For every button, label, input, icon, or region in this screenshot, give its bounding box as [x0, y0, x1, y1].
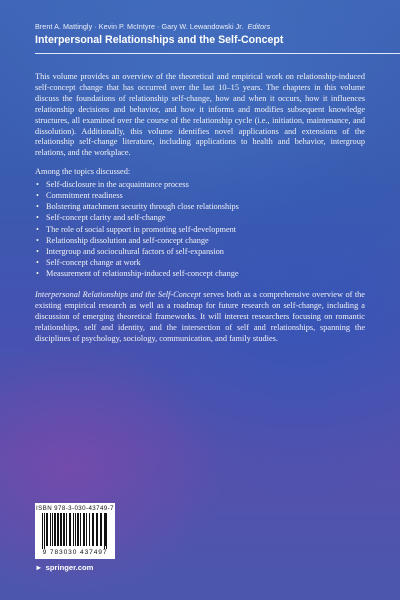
topic-item: • The role of social support in promoting self-development: [36, 224, 237, 234]
publisher-url: springer.com: [45, 563, 94, 572]
barcode-guard-bar: [104, 513, 105, 549]
editors-line: [35, 22, 380, 31]
topic-item: • Bolstering attachment security through close relationships: [36, 202, 239, 212]
barcode-bar: [100, 513, 102, 546]
bullet-icon: •: [36, 224, 39, 234]
barcode-bar: [86, 513, 87, 546]
barcode-bar: [46, 513, 48, 546]
barcode-bar: [50, 513, 51, 546]
topic-item: • Intergroup and sociocultural factors of self-expansion: [36, 246, 224, 256]
barcode-bar: [89, 513, 90, 546]
barcode-digits: 9 783030 437497: [42, 549, 108, 556]
bullet-icon: •: [36, 268, 39, 278]
topics-list: [35, 179, 365, 279]
topic-item: • Measurement of relationship-induced self-concept change: [36, 268, 239, 278]
barcode-bar: [54, 513, 56, 546]
topics-heading: Among the topics discussed:: [35, 167, 131, 177]
barcode-bar: [75, 513, 76, 546]
closing-paragraph: [35, 290, 365, 345]
barcode-bar: [80, 513, 81, 546]
barcode-bar: [77, 513, 79, 546]
barcode-bar: [60, 513, 62, 546]
bullet-icon: •: [36, 213, 39, 223]
closing-book-title: Interpersonal Relationships and the Self-Concept: [35, 290, 201, 299]
barcode-bar: [92, 513, 94, 546]
editors-role: Editors: [247, 22, 271, 31]
barcode-bar: [73, 513, 74, 546]
barcode-bar: [96, 513, 98, 546]
barcode-bar: [63, 513, 65, 546]
back-cover-header: [35, 22, 380, 46]
publisher-link[interactable]: [35, 563, 93, 572]
barcode-guard-bar: [44, 513, 45, 549]
bullet-icon: •: [36, 180, 39, 190]
barcode-bar: [57, 513, 59, 546]
closing-text: serves both as a comprehensive overview of the existing empirical research as well as a roadmap for future research on self-change, including a discussion of emerging theoretical frameworks. It will interest researchers focusing on romantic relationships, self and identity, and the intersection of self and relationships, spanning the disciplines of psychology, sociology, communication, and family studies.: [35, 290, 365, 343]
intro-paragraph: This volume provides an overview of the theoretical and empirical work on relationship-induced self-concept change that has occurred over the last 10–15 years. The chapters in this volume discuss the foundations of relationship self-change, how and when it occurs, how it influences relationship decisions and behavior, and how it informs and modifies subsequent knowledge structures, all examined over the course of the relationship cycle (i.e., initiation, maintenance, and dissolution). Additionally, this volume identifies novel applications and extensions of the relationship self-change literature, including applications to health and behavior, intergroup relations, and the workplace.: [35, 72, 365, 158]
bullet-icon: •: [36, 246, 39, 256]
barcode-bar: [69, 513, 71, 546]
bullet-icon: •: [36, 191, 39, 201]
topic-item: • Commitment readiness: [36, 191, 123, 201]
topic-item: • Relationship dissolution and self-concept change: [36, 235, 209, 245]
topic-item: • Self-disclosure in the acquaintance process: [36, 180, 189, 190]
topic-item: • Self-concept change at work: [36, 257, 141, 267]
barcode-bar: [83, 513, 85, 546]
book-title: Interpersonal Relationships and the Self-Concept: [35, 34, 284, 46]
isbn-label: ISBN 978-3-030-43749-7: [36, 505, 114, 512]
header-rule: [35, 53, 400, 54]
bullet-icon: •: [36, 257, 39, 267]
blurb: [35, 72, 365, 345]
bullet-icon: •: [36, 235, 39, 245]
barcode-guard-bar: [42, 513, 43, 549]
barcode-bars: [40, 513, 110, 549]
isbn-barcode: [35, 503, 115, 559]
barcode-bar: [66, 513, 67, 546]
barcode-bar: [52, 513, 53, 546]
author-names: Brent A. Mattingly · Kevin P. McIntyre · Gary W. Lewandowski Jr.: [35, 22, 244, 31]
topic-item: • Self-concept clarity and self-change: [36, 213, 166, 223]
barcode-guard-bar: [106, 513, 107, 549]
bullet-icon: •: [36, 202, 39, 212]
arrow-right-icon: ►: [35, 563, 43, 572]
